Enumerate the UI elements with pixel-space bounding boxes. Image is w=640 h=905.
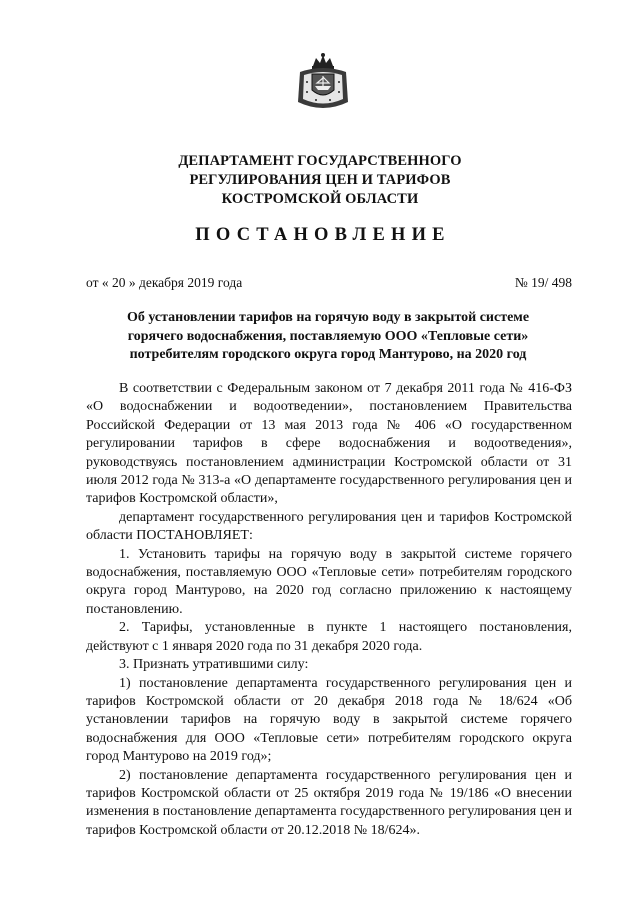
body-paragraph: 3. Признать утратившими силу: [119,657,309,673]
body-paragraph: 2) постановление департамента государственного регулирования цен и тарифов Костромской области от 25 октября 2019 года № 19/186 «О внесении изменения в постановление департамента государственного регулирования цен и тарифов Костромской области от 20.12.2018 № 18/624». [86,767,572,838]
body-paragraph: 1) постановление департамента государственного регулирования цен и тарифов Костромской области от 20 декабря 2018 года № 18/624 «Об установлении тарифов на горячую воду в закрытой системе горячего водоснабжения для ООО «Тепловые сети» потребителям городского округа город Мантурово на 2019 год»; [86,675,572,765]
document-number: № 19/ 498 [514,275,572,290]
document-meta [86,275,572,291]
department-name [0,152,640,209]
title-line: горячего водоснабжения, поставляемую ООО «Тепловые сети» [127,328,529,344]
department-line: ДЕПАРТАМЕНТ ГОСУДАРСТВЕННОГО [178,153,462,169]
body-paragraph: В соответствии с Федеральным законом от 7 декабря 2011 года № 416-ФЗ «О водоснабжении и водоотведении», постановлением Правительства Российской Федерации от 13 мая 2013 года № 406 «О государственном регулировании тарифов в сфере водоснабжения и водоотведения», руководствуясь постановлением администрации Костромской области от 31 июля 2012 года № 313-а «О департаменте государственного регулирования цен и тарифов Костромской области», [86,381,572,507]
title-line: Об установлении тарифов на горячую воду в закрытой системе [126,310,530,325]
document-body [86,380,572,840]
department-line: КОСТРОМСКОЙ ОБЛАСТИ [221,191,419,207]
body-paragraph: 2. Тарифы, установленные в пункте 1 настоящего постановления, действуют с 1 января 2020 года по 31 декабря 2020 года. [86,620,572,654]
department-line: РЕГУЛИРОВАНИЯ ЦЕН И ТАРИФОВ [189,172,451,188]
body-paragraph: департамент государственного регулирования цен и тарифов Костромской области ПОСТАНОВЛЯЕТ: [86,509,572,544]
title-line: потребителям городского округа город Мантурово, на 2020 год [129,347,527,363]
document-title [100,309,556,365]
body-paragraph: 1. Установить тарифы на горячую воду в закрытой системе горячего водоснабжения, поставляемую ООО «Тепловые сети» потребителям городского округа город Мантурово, на 2020 год согласно приложению к настоящему постановлению. [86,546,572,617]
document-type-heading: ПОСТАНОВЛЕНИЕ [195,225,451,245]
document-date: от « 20 » декабря 2019 года [86,275,243,290]
coat-of-arms-icon [296,52,350,114]
